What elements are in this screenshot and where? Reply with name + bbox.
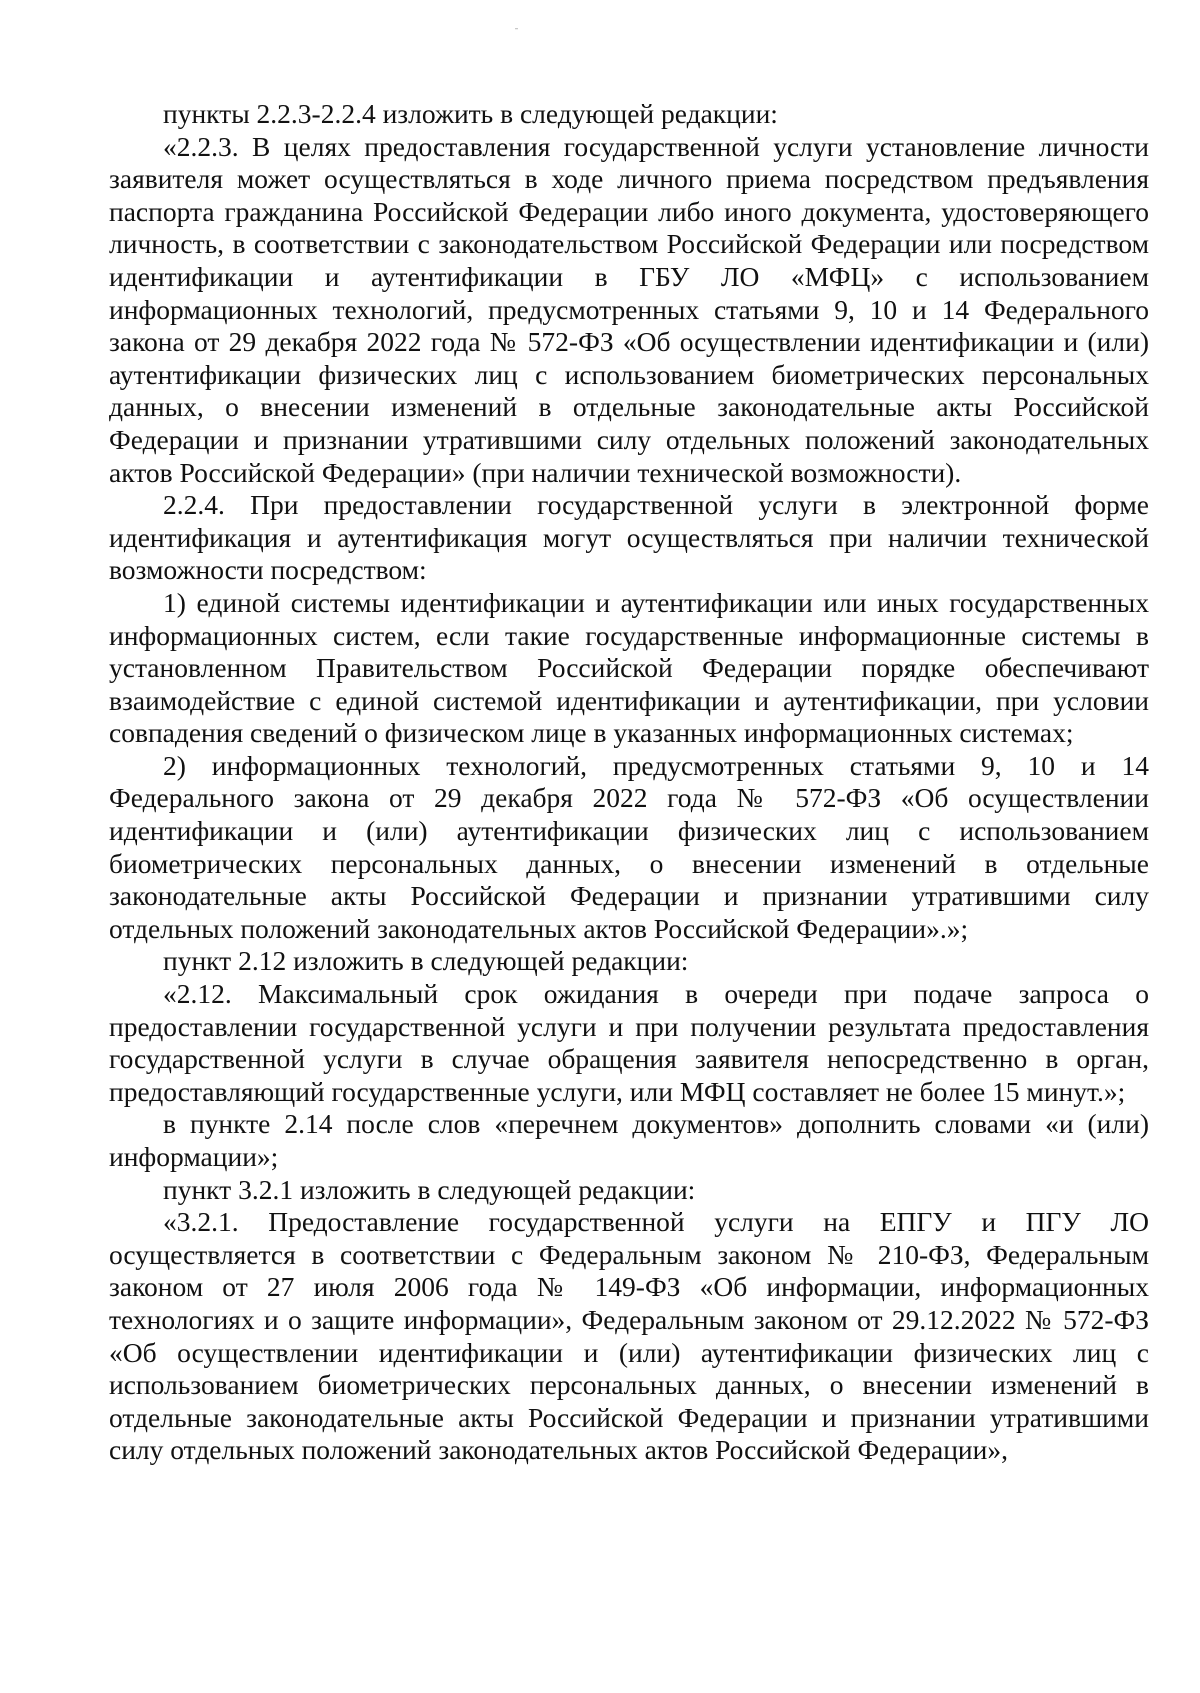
paragraph-instruction-2-14: в пункте 2.14 после слов «перечнем документов» дополнить словами «и (или) информации»; (109, 1108, 1149, 1172)
paragraph-2-2-3: «2.2.3. В целях предоставления государственной услуги установление личности заявителя может осуществляться в ходе личного приема посредством предъявления паспорта гражданина Российской Федерации либо иного документа, удостоверяющего личность, в соответствии с законодательством Российской Федерации или посредством идентификации и аутентификации в ГБУ ЛО «МФЦ» с использованием информационных технологий, предусмотренных статьями 9, 10 и 14 Федерального закона от 29 декабря 2022 года № 572-ФЗ «Об осуществлении идентификации и (или) аутентификации физических лиц с использованием биометрических персональных данных, о внесении изменений в отдельные законодательные акты Российской Федерации и признании утратившими силу отдельных положений законодательных актов Российской Федерации» (при наличии технической возможности). (109, 130, 1149, 488)
paragraph-2-2-4-item-1: 1) единой системы идентификации и аутентификации или иных государственных информационных систем, если такие государственные информационные системы в установленном Правительством Российской Федерации порядке обеспечивают взаимодействие с единой системой идентификации и аутентификации, при условии совпадения сведений о физическом лице в указанных информационных системах; (109, 586, 1149, 749)
scan-artifact-mark: ˉ (514, 28, 519, 39)
document-body (109, 98, 1149, 1467)
paragraph-instruction-2-12: пункт 2.12 изложить в следующей редакции: (163, 945, 689, 977)
paragraph-3-2-1: «3.2.1. Предоставление государственной услуги на ЕПГУ и ПГУ ЛО осуществляется в соответствии с Федеральным законом № 210-ФЗ, Федеральным законом от 27 июля 2006 года № 149-ФЗ «Об информации, информационных технологиях и о защите информации», Федеральным законом от 29.12.2022 № 572-ФЗ «Об осуществлении идентификации и (или) аутентификации физических лиц с использованием биометрических персональных данных, о внесении изменений в отдельные законодательные акты Российской Федерации и признании утратившими силу отдельных положений законодательных актов Российской Федерации», (109, 1206, 1149, 1466)
paragraph-2-2-4: 2.2.4. При предоставлении государственной услуги в электронной форме идентификация и аутентификация могут осуществляться при наличии технической возможности посредством: (109, 489, 1149, 586)
paragraph-instruction-2-2-3: пункты 2.2.3-2.2.4 изложить в следующей редакции: (163, 98, 778, 129)
paragraph-2-2-4-item-2: 2) информационных технологий, предусмотренных статьями 9, 10 и 14 Федерального закона от 29 декабря 2022 года № 572-ФЗ «Об осуществлении идентификации и (или) аутентификации физических лиц с использованием биометрических персональных данных, о внесении изменений в отдельные законодательные акты Российской Федерации и признании утратившими силу отдельных положений законодательных актов Российской Федерации».»; (109, 749, 1149, 944)
paragraph-instruction-3-2-1: пункт 3.2.1 изложить в следующей редакции: (163, 1173, 696, 1205)
paragraph-2-12: «2.12. Максимальный срок ожидания в очереди при подаче запроса о предоставлении государственной услуги и при получении результата предоставления государственной услуги в случае обращения заявителя непосредственно в орган, предоставляющий государственные услуги, или МФЦ составляет не более 15 минут.»; (109, 978, 1149, 1107)
